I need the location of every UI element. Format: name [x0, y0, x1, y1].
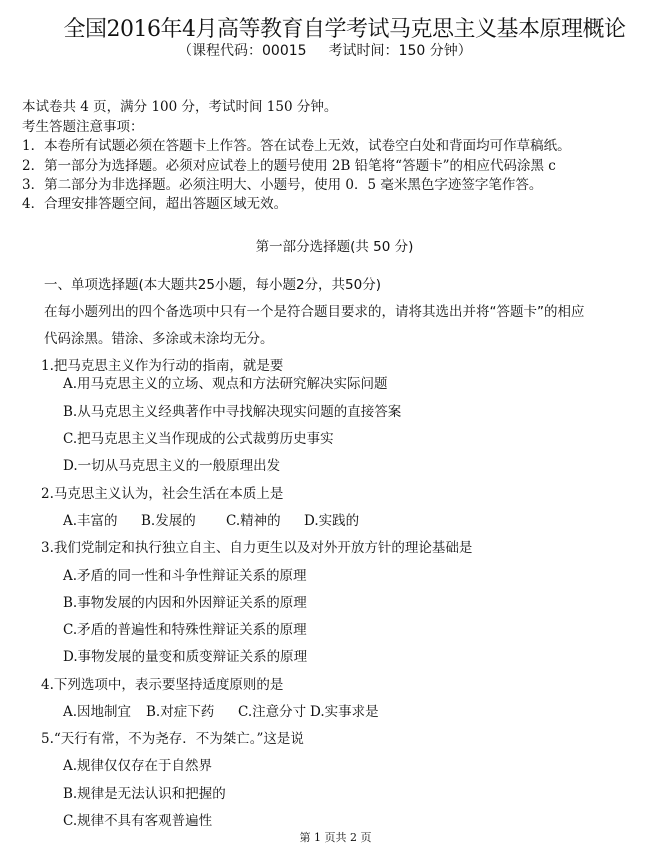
question-4-option-b: B.对症下药	[146, 704, 215, 720]
part1-heading: 第一部分选择题(共 50 分)	[255, 239, 414, 255]
question-2-stem: 2.马克思主义认为，社会生活在本质上是	[41, 486, 284, 502]
exam-time: 考试时间：150 分钟）	[328, 43, 472, 59]
question-4-stem: 4.下列选项中，表示要坚持适度原则的是	[41, 677, 284, 693]
question-2-option-a: A.丰富的	[63, 513, 118, 529]
question-3-option-c: C.矛盾的普遍性和特殊性辩证关系的原理	[63, 622, 307, 638]
question-2-option-d: D.实践的	[304, 513, 360, 529]
page-number: 第 1 页共 2 页	[299, 831, 372, 844]
question-1-option-d: D.一切从马克思主义的一般原理出发	[63, 458, 281, 474]
question-5-stem: 5.“天行有常，不为尧存．不为桀亡。”这是说	[41, 731, 304, 747]
question-3-stem: 3.我们党制定和执行独立自主、自力更生以及对外开放方针的理论基础是	[41, 540, 473, 556]
question-3-option-d: D.事物发展的量变和质变辩证关系的原理	[63, 649, 308, 665]
exam-subtitle	[178, 40, 472, 60]
instruction-line-1: 在每小题列出的四个备选项中只有一个是符合题目要求的，请将其选出并将“答题卡”的相应	[44, 304, 585, 320]
question-3-option-a: A.矛盾的同一性和斗争性辩证关系的原理	[63, 568, 307, 584]
question-4-option-a: A.因地制宜	[63, 704, 132, 720]
intro-line-3: 2．第一部分为选择题。必须对应试卷上的题号使用 2B 铅笔将“答题卡”的相应代码涂黑 c	[22, 158, 556, 174]
question-1-option-b: B.从马克思主义经典著作中寻找解决现实问题的直接答案	[63, 404, 402, 420]
question-5-option-a: A.规律仅仅存在于自然界	[63, 758, 213, 774]
intro-line-5: 4．合理安排答题空间，超出答题区域无效。	[22, 196, 288, 212]
question-4-option-d: D.实事求是	[310, 704, 379, 720]
course-code: （课程代码：00015	[178, 43, 307, 59]
question-1-option-c: C.把马克思主义当作现成的公式裁剪历史事实	[63, 431, 334, 447]
exam-title: 全国2016年4月高等教育自学考试马克思主义基本原理概论	[63, 17, 626, 42]
question-5-option-c: C.规律不具有客观普遍性	[63, 813, 213, 829]
intro-line-0: 本试卷共 4 页，满分 100 分，考试时间 150 分钟。	[22, 99, 338, 115]
question-5-option-b: B.规律是无法认识和把握的	[63, 786, 226, 802]
question-2-option-c: C.精神的	[226, 513, 281, 529]
instruction-line-2: 代码涂黑。错涂、多涂或未涂均无分。	[44, 331, 274, 347]
question-1-stem: 1.把马克思主义作为行动的指南，就是要	[41, 358, 284, 374]
intro-line-1: 考生答题注意事项：	[22, 119, 144, 135]
question-4-option-c: C.注意分寸	[238, 704, 307, 720]
intro-line-2: 1．本卷所有试题必须在答题卡上作答。答在试卷上无效，试卷空白处和背面均可作草稿纸。	[22, 138, 571, 154]
question-1-option-a: A.用马克思主义的立场、观点和方法研究解决实际问题	[63, 376, 388, 392]
question-3-option-b: B.事物发展的内因和外因辩证关系的原理	[63, 595, 307, 611]
section-title: 一、单项选择题(本大题共25小题，每小题2分，共50分)	[44, 277, 381, 293]
intro-line-4: 3．第二部分为非选择题。必须注明大、小题号，使用 0．5 毫米黑色字迹签字笔作答。	[22, 177, 543, 193]
question-2-option-b: B.发展的	[141, 513, 196, 529]
